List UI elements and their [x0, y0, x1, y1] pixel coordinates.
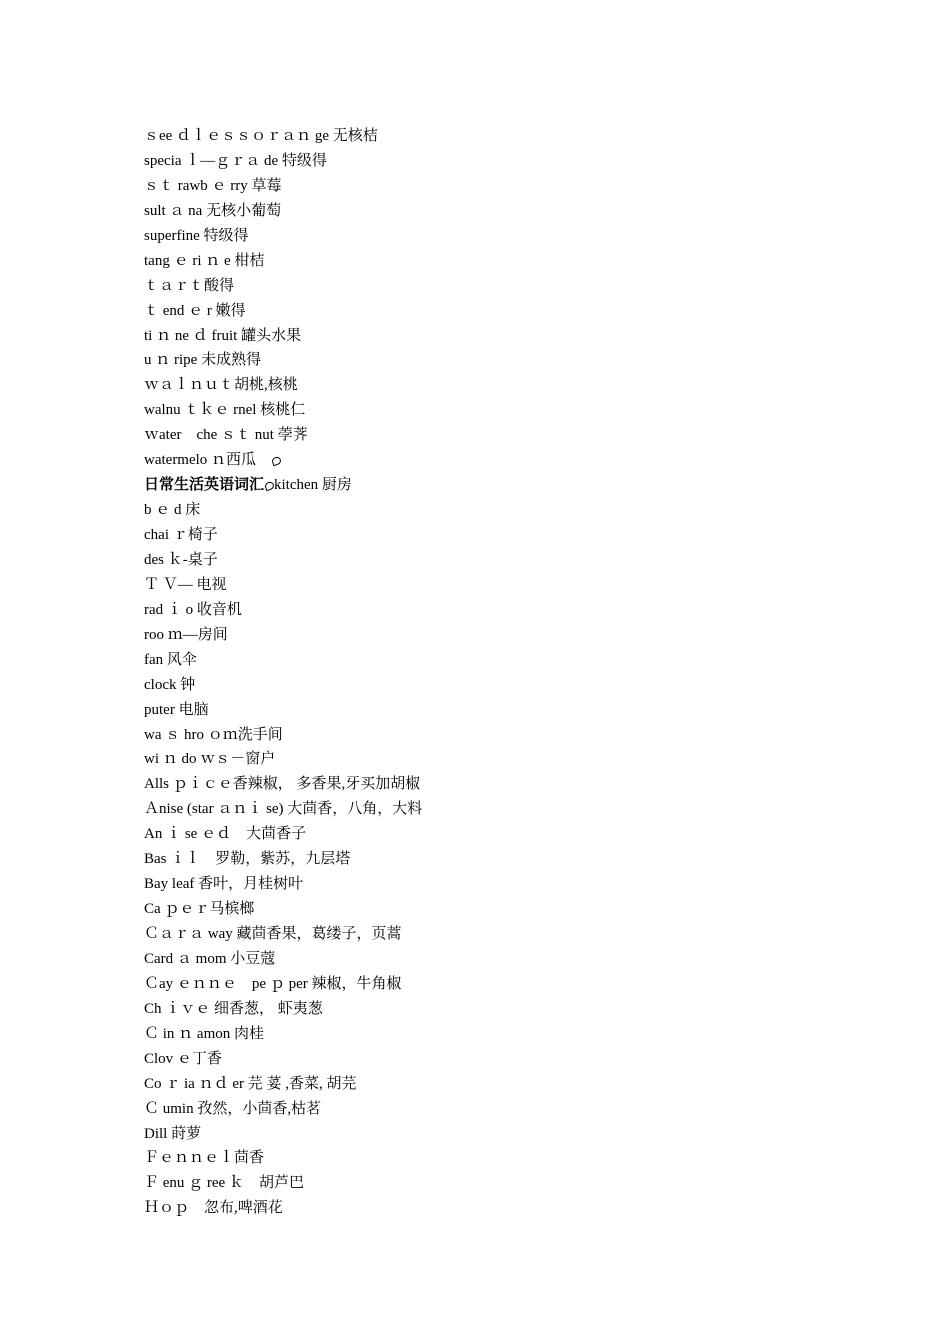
list-item	[144, 623, 844, 648]
list-item	[144, 249, 844, 274]
list-item	[144, 548, 844, 573]
list-item	[144, 1047, 844, 1072]
list-item	[144, 772, 844, 797]
entry-text: Ch ｉｖｅ 细香葱， 虾夷葱	[144, 1000, 323, 1017]
list-item	[144, 747, 844, 772]
list-item	[144, 648, 844, 673]
entry-text: ｗater che ｓｔ nut 荸荠	[144, 427, 308, 444]
entry-text: b ｅ d 床	[144, 502, 201, 519]
entry-text: sult ａ na 无核小葡萄	[144, 202, 282, 219]
entry-text: roo ｍ—房间	[144, 626, 228, 643]
list-item	[144, 847, 844, 872]
entry-text: wi ｎ do ｗｓ－窗户	[144, 751, 276, 768]
entry-text: Bas ｉｌ 罗勒，紫苏，九层塔	[144, 851, 351, 868]
entry-text: Alls ｐｉｃｅ香辣椒， 多香果,牙买加胡椒	[144, 776, 421, 793]
list-item	[144, 274, 844, 299]
list-item	[144, 199, 844, 224]
entry-text: tang ｅ ri ｎ e 柑桔	[144, 252, 265, 269]
list-item	[144, 174, 844, 199]
entry-text: fan 风伞	[144, 651, 197, 668]
list-item	[144, 398, 844, 423]
vocabulary-list	[144, 124, 844, 1221]
list-item	[144, 872, 844, 897]
list-item	[144, 299, 844, 324]
list-item	[144, 598, 844, 623]
entry-text: puter 电脑	[144, 701, 209, 718]
list-item	[144, 498, 844, 523]
list-item	[144, 822, 844, 847]
list-item	[144, 1196, 844, 1221]
entry-text: Ｈｏｐ 忽布,啤酒花	[144, 1200, 283, 1217]
list-item	[144, 373, 844, 398]
list-item	[144, 149, 844, 174]
section-heading: 日常生活英语词汇	[144, 477, 265, 494]
entry-text: kitchen 厨房	[274, 477, 352, 494]
entry-text: walnu ｔｋｅ rnel 核桃仁	[144, 402, 306, 419]
list-item	[144, 698, 844, 723]
list-item	[144, 348, 844, 373]
entry-text: ｓee ｄｌｅｓｓｏｒａｎ ge 无核桔	[144, 128, 378, 144]
entry-text: Ｔ Ｖ— 电视	[144, 576, 227, 593]
list-item	[144, 997, 844, 1022]
bullet-mark-icon	[271, 457, 281, 464]
entry-text: des ｋ-桌子	[144, 551, 218, 568]
entry-text: Ｃ umin 孜然，小茴香,枯茗	[144, 1100, 322, 1117]
list-item	[144, 324, 844, 349]
list-item	[144, 224, 844, 249]
entry-text: watermelo ｎ西瓜	[144, 452, 257, 469]
entry-text: specia ｌ—ｇｒａ de 特级得	[144, 152, 327, 169]
list-item	[144, 723, 844, 748]
entry-text: ｓｔ rawb ｅ rry 草莓	[144, 177, 282, 194]
entry-text: Ｆ enu ｇ ree ｋ 胡芦巴	[144, 1175, 304, 1192]
entry-text: Ca ｐｅｒ马槟榔	[144, 901, 255, 918]
list-item	[144, 1146, 844, 1171]
list-item	[144, 448, 844, 473]
entry-text: Ｃ in ｎ amon 肉桂	[144, 1025, 264, 1042]
entry-text: Card ａ mom 小豆蔻	[144, 950, 276, 967]
list-item	[144, 1122, 844, 1147]
entry-text: Ａnise (star ａｎｉ se) 大茴香，八角，大料	[144, 801, 423, 818]
list-item	[144, 922, 844, 947]
list-item	[144, 1097, 844, 1122]
entry-text: ｔ end ｅ r 嫩得	[144, 302, 246, 319]
entry-text: Co ｒ ia ｎｄ er 芫 荽 ,香菜, 胡芫	[144, 1075, 357, 1092]
list-item	[144, 897, 844, 922]
list-item	[144, 673, 844, 698]
list-item	[144, 1072, 844, 1097]
entry-text: superfine 特级得	[144, 227, 249, 244]
entry-text: rad ｉ o 收音机	[144, 601, 242, 618]
list-item	[144, 1022, 844, 1047]
entry-text: Ｃay ｅｎｎｅ pe ｐ per 辣椒，牛角椒	[144, 975, 402, 992]
list-item	[144, 797, 844, 822]
entry-text: clock 钟	[144, 676, 196, 693]
entry-text: chai ｒ椅子	[144, 527, 218, 543]
entry-text: Bay leaf 香叶，月桂树叶	[144, 876, 304, 893]
entry-text: ｔａｒｔ酸得	[144, 277, 235, 294]
entry-text: Clov ｅ丁香	[144, 1050, 222, 1067]
entry-text: ｗａｌｎｕｔ胡桃,核桃	[144, 377, 298, 394]
entry-text: Ｃａｒａ way 藏茴香果，葛缕子，页蒿	[144, 926, 402, 942]
entry-text: Dill 莳萝	[144, 1125, 202, 1142]
entry-text: u ｎ ripe 未成熟得	[144, 352, 262, 369]
list-item	[144, 523, 844, 548]
section-heading-line	[144, 473, 844, 498]
list-item	[144, 947, 844, 972]
entry-text: wa ｓ hro ｏｍ洗手间	[144, 726, 283, 743]
entry-text: Ｆｅｎｎｅｌ茴香	[144, 1150, 265, 1167]
list-item	[144, 124, 844, 149]
entry-text: ti ｎ ne ｄ fruit 罐头水果	[144, 327, 302, 344]
entry-text: An ｉ se ｅｄ 大茴香子	[144, 826, 307, 843]
list-item	[144, 573, 844, 598]
list-item	[144, 1171, 844, 1196]
list-item	[144, 423, 844, 448]
bullet-mark-icon	[264, 482, 274, 489]
list-item	[144, 972, 844, 997]
